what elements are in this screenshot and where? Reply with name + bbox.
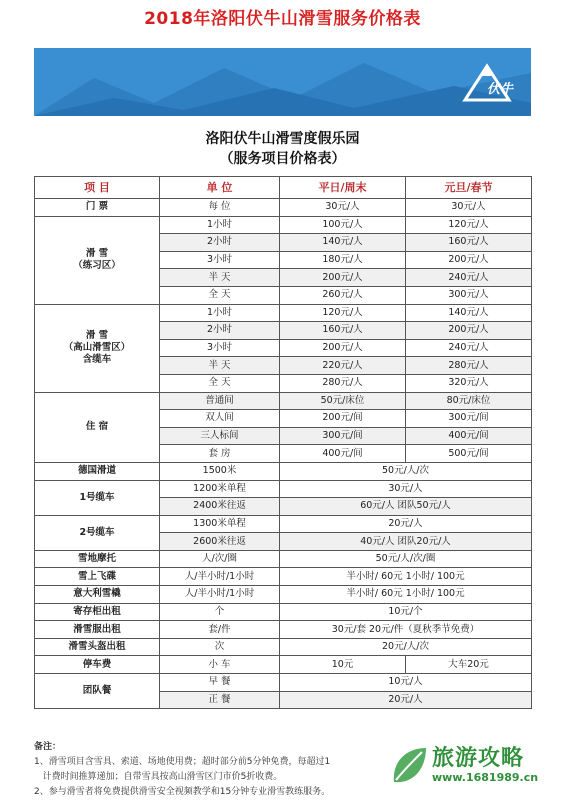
- table-row: [35, 216, 532, 234]
- row-merged-price: 10元/人: [280, 674, 532, 692]
- row-merged-price: 10元/个: [280, 603, 532, 621]
- row-unit: 半 天: [160, 269, 280, 287]
- table-row: [35, 462, 532, 480]
- watermark-text: 旅游攻略: [432, 745, 525, 771]
- notes-heading: 备注：: [34, 742, 62, 752]
- row-unit: 2小时: [160, 322, 280, 340]
- row-holiday-price: 140元/人: [406, 304, 532, 322]
- table-row: [35, 621, 532, 639]
- row-unit: 2600米往返: [160, 533, 280, 551]
- table-row: [35, 568, 532, 586]
- row-holiday-price: 240元/人: [406, 339, 532, 357]
- table-header-row: [35, 177, 532, 199]
- header-weekday: 平日/周末: [280, 177, 406, 199]
- page-title: 2018年洛阳伏牛山滑雪服务价格表: [144, 9, 421, 29]
- row-weekday-price: 200元/人: [280, 339, 406, 357]
- table-row: [35, 638, 532, 656]
- table-row: [35, 199, 532, 217]
- row-holiday-price: 300元/人: [406, 286, 532, 304]
- row-merged-price: 30元/套 20元/件（夏秋季节免费）: [280, 621, 532, 639]
- row-holiday-price: 300元/间: [406, 410, 532, 428]
- row-weekday-price: 180元/人: [280, 251, 406, 269]
- row-project: 意大利雪橇: [35, 586, 160, 604]
- row-merged-price: 半小时/ 60元 1小时/ 100元: [280, 568, 532, 586]
- row-merged-price: 50元/人/次/圈: [280, 550, 532, 568]
- row-weekday-price: 220元/人: [280, 357, 406, 375]
- group-cable1: 1号缆车: [35, 480, 160, 515]
- row-holiday-price: 240元/人: [406, 269, 532, 287]
- row-weekday-price: 30元/人: [280, 199, 406, 217]
- row-weekday-price: 260元/人: [280, 286, 406, 304]
- row-weekday-price: 400元/间: [280, 445, 406, 463]
- price-table: [34, 176, 532, 709]
- row-weekday-price: 100元/人: [280, 216, 406, 234]
- group-ski-practice: 滑 雪 （练习区）: [35, 216, 160, 304]
- row-unit: 早 餐: [160, 674, 280, 692]
- row-weekday-price: 140元/人: [280, 234, 406, 252]
- row-merged-price: 50元/人/次: [280, 462, 532, 480]
- row-weekday-price: 50元/床位: [280, 392, 406, 410]
- row-holiday-price: 30元/人: [406, 199, 532, 217]
- row-unit: 三人标间: [160, 427, 280, 445]
- row-unit: 1小时: [160, 304, 280, 322]
- row-project: 停车费: [35, 656, 160, 674]
- row-unit: 双人间: [160, 410, 280, 428]
- row-unit: 套 房: [160, 445, 280, 463]
- row-project: 寄存柜出租: [35, 603, 160, 621]
- row-unit: 2400米往返: [160, 498, 280, 516]
- row-holiday-price: 大车20元: [406, 656, 532, 674]
- row-unit: 次: [160, 638, 280, 656]
- doc-subtitle: （服务项目价格表）: [219, 151, 346, 167]
- row-unit: 个: [160, 603, 280, 621]
- row-unit: 1200米单程: [160, 480, 280, 498]
- doc-title: 洛阳伏牛山滑雪度假乐园: [205, 131, 360, 147]
- table-row: [35, 480, 532, 498]
- row-unit: 1300米单程: [160, 515, 280, 533]
- row-unit: 人/半小时/1小时: [160, 568, 280, 586]
- row-holiday-price: 120元/人: [406, 216, 532, 234]
- notes-line: 1、滑雪项目含雪具、索道、场地使用费；超时部分前5分钟免费，每超过1: [34, 757, 331, 767]
- row-project: 雪地摩托: [35, 550, 160, 568]
- row-unit: 半 天: [160, 357, 280, 375]
- row-holiday-price: 160元/人: [406, 234, 532, 252]
- table-row: [35, 304, 532, 322]
- notes-line: 2、参与滑雪者将免费提供滑雪安全视频教学和15分钟专业滑雪教练服务。: [34, 787, 331, 797]
- row-unit: 全 天: [160, 374, 280, 392]
- header-banner: [34, 48, 531, 116]
- group-cable2: 2号缆车: [35, 515, 160, 550]
- row-unit: 2小时: [160, 234, 280, 252]
- row-unit: 普通间: [160, 392, 280, 410]
- row-merged-price: 20元/人: [280, 691, 532, 709]
- row-weekday-price: 200元/间: [280, 410, 406, 428]
- row-weekday-price: 120元/人: [280, 304, 406, 322]
- row-project: 滑雪头盔出租: [35, 638, 160, 656]
- row-holiday-price: 200元/人: [406, 251, 532, 269]
- group-lodging: 住 宿: [35, 392, 160, 462]
- leaf-logo-icon: [388, 744, 430, 788]
- row-merged-price: 20元/人/次: [280, 638, 532, 656]
- row-unit: 小 车: [160, 656, 280, 674]
- row-project: 德国滑道: [35, 462, 160, 480]
- row-merged-price: 60元/人 团队50元/人: [280, 498, 532, 516]
- row-holiday-price: 200元/人: [406, 322, 532, 340]
- row-weekday-price: 10元: [280, 656, 406, 674]
- row-project: 门 票: [35, 199, 160, 217]
- row-holiday-price: 400元/间: [406, 427, 532, 445]
- table-row: [35, 586, 532, 604]
- row-unit: 3小时: [160, 339, 280, 357]
- notes-line: 计费时间推算递加；自带雪具按高山滑雪区门市价5折收费。: [34, 772, 283, 782]
- row-holiday-price: 500元/间: [406, 445, 532, 463]
- row-merged-price: 半小时/ 60元 1小时/ 100元: [280, 586, 532, 604]
- row-merged-price: 30元/人: [280, 480, 532, 498]
- table-row: [35, 656, 532, 674]
- row-weekday-price: 160元/人: [280, 322, 406, 340]
- watermark-url: www.1681989.cn: [432, 771, 539, 784]
- row-holiday-price: 80元/床位: [406, 392, 532, 410]
- logo-text: 伏牛: [486, 82, 513, 97]
- table-row: [35, 515, 532, 533]
- header-project: 项 目: [35, 177, 160, 199]
- row-holiday-price: 320元/人: [406, 374, 532, 392]
- row-project: 滑雪服出租: [35, 621, 160, 639]
- row-holiday-price: 280元/人: [406, 357, 532, 375]
- header-unit: 单 位: [160, 177, 280, 199]
- row-unit: 1500米: [160, 462, 280, 480]
- row-merged-price: 40元/人 团队20元/人: [280, 533, 532, 551]
- group-team-meal: 团队餐: [35, 674, 160, 709]
- table-row: [35, 603, 532, 621]
- row-unit: 3小时: [160, 251, 280, 269]
- row-unit: 人/半小时/1小时: [160, 586, 280, 604]
- table-row: [35, 674, 532, 692]
- row-unit: 每 位: [160, 199, 280, 217]
- row-weekday-price: 200元/人: [280, 269, 406, 287]
- row-unit: 正 餐: [160, 691, 280, 709]
- table-row: [35, 392, 532, 410]
- row-unit: 1小时: [160, 216, 280, 234]
- row-unit: 人/次/圈: [160, 550, 280, 568]
- row-unit: 套/件: [160, 621, 280, 639]
- row-weekday-price: 280元/人: [280, 374, 406, 392]
- row-project: 雪上飞碟: [35, 568, 160, 586]
- group-ski-high: 滑 雪 （高山滑雪区） 含缆车: [35, 304, 160, 392]
- header-holiday: 元旦/春节: [406, 177, 532, 199]
- row-merged-price: 20元/人: [280, 515, 532, 533]
- table-row: [35, 550, 532, 568]
- row-unit: 全 天: [160, 286, 280, 304]
- row-weekday-price: 300元/间: [280, 427, 406, 445]
